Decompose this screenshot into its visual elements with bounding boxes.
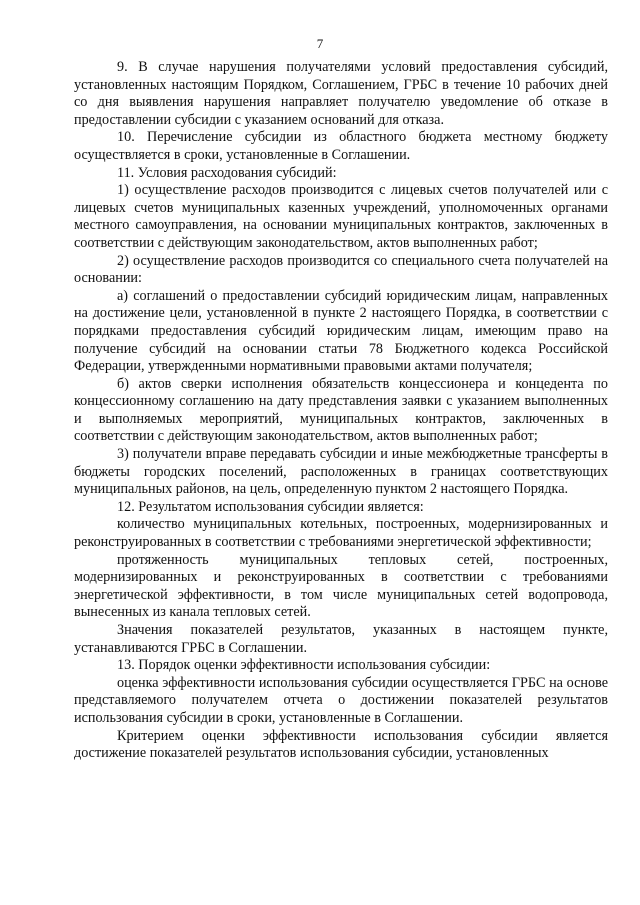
paragraph-13-criterion: Критерием оценки эффективности использования субсидии является достижение показателей результатов использования субсидии, установленных — [74, 727, 608, 762]
paragraph-13-assessment: оценка эффективности использования субсидии осуществляется ГРБС на основе представляемого получателем отчета о достижении показателей результатов использования субсидии в сроки, установленные в Соглашении. — [74, 674, 608, 726]
paragraph-12-heading: 12. Результатом использования субсидии является: — [117, 498, 424, 515]
paragraph-11-item-2a: а) соглашений о предоставлении субсидий юридическим лицам, направленных на достижение цели, установленной в пункте 2 настоящего Порядка, в соответствии с порядками предоставления субсидий юридическим лицам, имеющим право на получение субсидий на основании статьи 78 Бюджетного кодекса Российской Федерации, утвержденными нормативными правовыми актами получателя; — [74, 287, 608, 375]
paragraph-12-boilers: количество муниципальных котельных, построенных, модернизированных и реконструированных в соответствии с требованиями энергетической эффективности; — [74, 516, 608, 551]
paragraph-12-values: Значения показателей результатов, указанных в настоящем пункте, устанавливаются ГРБС в Соглашении. — [74, 622, 608, 656]
document-body — [74, 59, 608, 763]
paragraph-9: 9. В случае нарушения получателями условий предоставления субсидий, установленных настоящим Порядком, Соглашением, ГРБС в течение 10 рабочих дней со дня выявления нарушения направляет получателю уведомление об отказе в предоставлении субсидии с указанием оснований для отказа. — [74, 59, 608, 128]
paragraph-11-item-3: 3) получатели вправе передавать субсидии и иные межбюджетные трансферты в бюджеты городских поселений, расположенных в границах соответствующих муниципальных районов, на цель, определенную пунктом 2 настоящего Порядка. — [74, 446, 608, 498]
page-number: 7 — [316, 36, 324, 51]
paragraph-12-networks: протяженность муниципальных тепловых сетей, построенных, модернизированных и реконструированных в соответствии с требованиями энергетической эффективности, в том числе муниципальных сетей водопровода, вынесенных из канала тепловых сетей. — [74, 551, 608, 621]
paragraph-11-item-2: 2) осуществление расходов производится со специального счета получателей на основании: — [74, 252, 608, 287]
paragraph-10: 10. Перечисление субсидии из областного бюджета местному бюджету осуществляется в сроки, установленные в Соглашении. — [74, 129, 608, 163]
paragraph-11-item-1: 1) осуществление расходов производится с лицевых счетов получателей или с лицевых счетов муниципальных казенных учреждений, уполномоченных органами местного самоуправления, на основании муниципальных контрактов, заключенных в соответствии с действующим законодательством, актов выполненных работ; — [74, 182, 608, 251]
paragraph-13-heading: 13. Порядок оценки эффективности использования субсидии: — [117, 657, 491, 674]
paragraph-11-heading: 11. Условия расходования субсидий: — [117, 164, 337, 181]
paragraph-11-item-2b: б) актов сверки исполнения обязательств концессионера и концедента по концессионному соглашению на дату представления заявки с указанием выполненных и выполняемых мероприятий, муниципальных контрактов, заключенных в соответствии с действующим законодательством, актов выполненных работ; — [74, 375, 608, 445]
